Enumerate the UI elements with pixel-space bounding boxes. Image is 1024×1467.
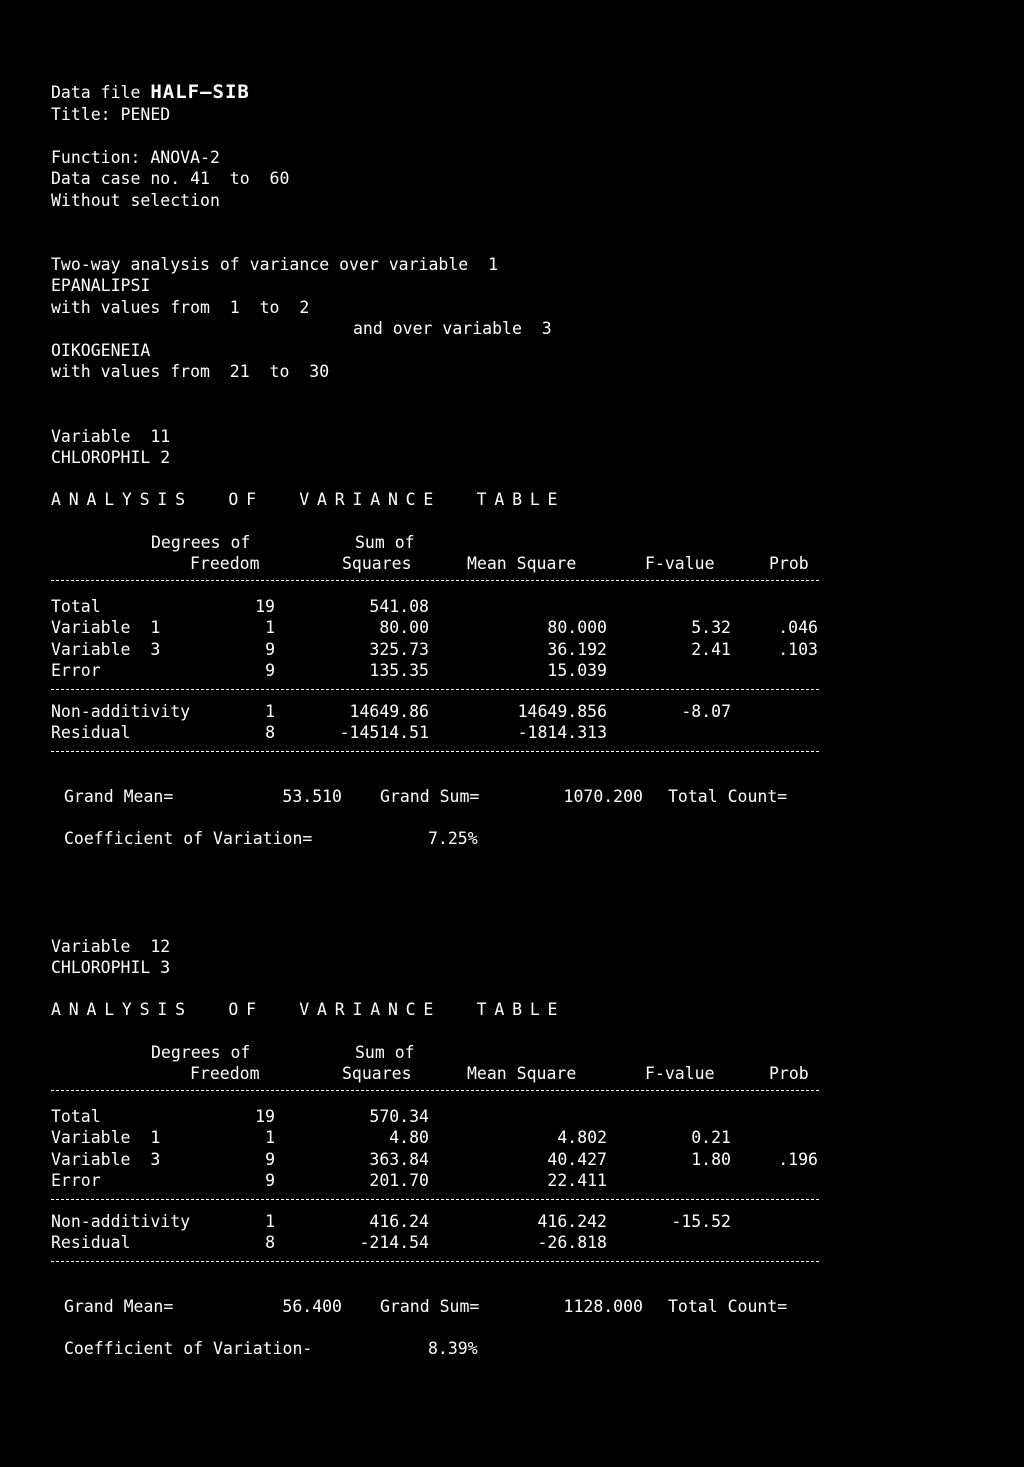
row-f-value: 5.32 bbox=[691, 618, 731, 638]
divider bbox=[51, 689, 819, 690]
data-file-name: HALF—SIB bbox=[150, 81, 250, 103]
row-mean-square: 40.427 bbox=[547, 1149, 607, 1169]
row-df: 1 bbox=[265, 618, 275, 638]
column-header-f-value: F-value bbox=[645, 1064, 715, 1083]
grand-sum-label: Grand Sum= bbox=[380, 1297, 480, 1316]
row-source: Variable 1 bbox=[51, 618, 161, 638]
variable-name: CHLOROPHIL 3 bbox=[51, 958, 171, 977]
row-mean-square: 4.802 bbox=[557, 1128, 607, 1148]
cv-label: Coefficient of Variation- bbox=[64, 1339, 313, 1358]
total-count-label: Total Count= bbox=[668, 1297, 788, 1316]
data-file-line bbox=[51, 82, 250, 104]
row-source: Variable 3 bbox=[51, 639, 161, 659]
row-source: Non-additivity bbox=[51, 1212, 191, 1231]
row-sum-squares: 541.08 bbox=[369, 597, 429, 616]
description-line-2: EPANALIPSI bbox=[51, 276, 151, 295]
row-f-value: 1.80 bbox=[691, 1149, 731, 1169]
row-sum-squares: 135.35 bbox=[369, 660, 429, 680]
row-df: 9 bbox=[265, 1149, 275, 1169]
row-sum-squares: 570.34 bbox=[369, 1107, 429, 1126]
case-line: Data case no. 41 to 60 bbox=[51, 169, 290, 188]
title-line: Title: PENED bbox=[51, 105, 171, 124]
column-header-dof-bottom: Freedom bbox=[190, 554, 260, 573]
row-df: 1 bbox=[265, 1212, 275, 1231]
column-header-mean-square: Mean Square bbox=[467, 1064, 577, 1083]
table-heading: ANALYSIS OF VARIANCE TABLE bbox=[51, 490, 566, 509]
column-header-ss-bottom: Squares bbox=[342, 1064, 412, 1083]
row-f-value: -8.07 bbox=[681, 702, 731, 721]
row-sum-squares: 4.80 bbox=[389, 1128, 429, 1148]
description-line-4: and over variable 3 bbox=[353, 319, 552, 338]
row-sum-squares: 14649.86 bbox=[349, 702, 429, 721]
column-header-dof-top: Degrees of bbox=[151, 533, 251, 552]
row-source: Variable 1 bbox=[51, 1128, 161, 1148]
row-f-value: 0.21 bbox=[691, 1128, 731, 1148]
divider bbox=[51, 751, 819, 752]
row-sum-squares: -14514.51 bbox=[339, 723, 429, 743]
row-prob: .046 bbox=[778, 618, 818, 638]
grand-mean-value: 56.400 bbox=[282, 1297, 342, 1316]
row-mean-square: 80.000 bbox=[547, 618, 607, 638]
row-sum-squares: 201.70 bbox=[369, 1170, 429, 1190]
data-file-label: Data file bbox=[51, 83, 141, 102]
divider bbox=[51, 1090, 819, 1091]
row-df: 19 bbox=[255, 597, 275, 616]
row-mean-square: -26.818 bbox=[537, 1233, 607, 1253]
variable-line: Variable 12 bbox=[51, 937, 171, 956]
cv-value: 7.25% bbox=[428, 829, 478, 848]
row-sum-squares: 363.84 bbox=[369, 1149, 429, 1169]
row-source: Total bbox=[51, 597, 101, 616]
row-source: Error bbox=[51, 1170, 101, 1190]
divider bbox=[51, 1199, 819, 1200]
column-header-ss-top: Sum of bbox=[355, 533, 415, 552]
row-sum-squares: 416.24 bbox=[369, 1212, 429, 1231]
description-line-5: OIKOGENEIA bbox=[51, 341, 151, 360]
divider bbox=[51, 1261, 819, 1262]
row-mean-square: 36.192 bbox=[547, 639, 607, 659]
grand-sum-label: Grand Sum= bbox=[380, 787, 480, 806]
row-f-value: -15.52 bbox=[671, 1212, 731, 1231]
row-source: Variable 3 bbox=[51, 1149, 161, 1169]
grand-mean-value: 53.510 bbox=[282, 787, 342, 806]
grand-sum-value: 1128.000 bbox=[563, 1297, 643, 1316]
function-line: Function: ANOVA-2 bbox=[51, 148, 220, 167]
row-mean-square: 416.242 bbox=[537, 1212, 607, 1231]
row-df: 9 bbox=[265, 1170, 275, 1190]
column-header-mean-square: Mean Square bbox=[467, 554, 577, 573]
row-df: 9 bbox=[265, 660, 275, 680]
row-source: Residual bbox=[51, 723, 131, 743]
row-df: 8 bbox=[265, 723, 275, 743]
variable-line: Variable 11 bbox=[51, 427, 171, 446]
row-prob: .196 bbox=[778, 1149, 818, 1169]
grand-mean-label: Grand Mean= bbox=[64, 787, 174, 806]
row-f-value: 2.41 bbox=[691, 639, 731, 659]
cv-label: Coefficient of Variation= bbox=[64, 829, 313, 848]
row-source: Total bbox=[51, 1107, 101, 1126]
row-source: Non-additivity bbox=[51, 702, 191, 721]
cv-value: 8.39% bbox=[428, 1339, 478, 1358]
column-header-ss-bottom: Squares bbox=[342, 554, 412, 573]
row-prob: .103 bbox=[778, 639, 818, 659]
description-line-6: with values from 21 to 30 bbox=[51, 362, 330, 381]
row-source: Error bbox=[51, 660, 101, 680]
description-line-3: with values from 1 to 2 bbox=[51, 298, 310, 317]
column-header-f-value: F-value bbox=[645, 554, 715, 573]
row-source: Residual bbox=[51, 1233, 131, 1253]
row-df: 1 bbox=[265, 702, 275, 721]
row-mean-square: 15.039 bbox=[547, 660, 607, 680]
row-sum-squares: -214.54 bbox=[359, 1233, 429, 1253]
row-df: 8 bbox=[265, 1233, 275, 1253]
row-df: 1 bbox=[265, 1128, 275, 1148]
selection-line: Without selection bbox=[51, 191, 220, 210]
row-mean-square: 14649.856 bbox=[517, 702, 607, 721]
total-count-label: Total Count= bbox=[668, 787, 788, 806]
table-heading: ANALYSIS OF VARIANCE TABLE bbox=[51, 1000, 566, 1019]
column-header-prob: Prob bbox=[769, 554, 809, 573]
column-header-prob: Prob bbox=[769, 1064, 809, 1083]
row-sum-squares: 325.73 bbox=[369, 639, 429, 659]
column-header-dof-bottom: Freedom bbox=[190, 1064, 260, 1083]
column-header-ss-top: Sum of bbox=[355, 1043, 415, 1062]
row-mean-square: -1814.313 bbox=[517, 723, 607, 743]
grand-sum-value: 1070.200 bbox=[563, 787, 643, 806]
row-df: 19 bbox=[255, 1107, 275, 1126]
row-sum-squares: 80.00 bbox=[379, 618, 429, 638]
row-df: 9 bbox=[265, 639, 275, 659]
row-mean-square: 22.411 bbox=[547, 1170, 607, 1190]
variable-name: CHLOROPHIL 2 bbox=[51, 448, 171, 467]
divider bbox=[51, 580, 819, 581]
description-line-1: Two-way analysis of variance over variable 1 bbox=[51, 255, 499, 274]
column-header-dof-top: Degrees of bbox=[151, 1043, 251, 1062]
grand-mean-label: Grand Mean= bbox=[64, 1297, 174, 1316]
